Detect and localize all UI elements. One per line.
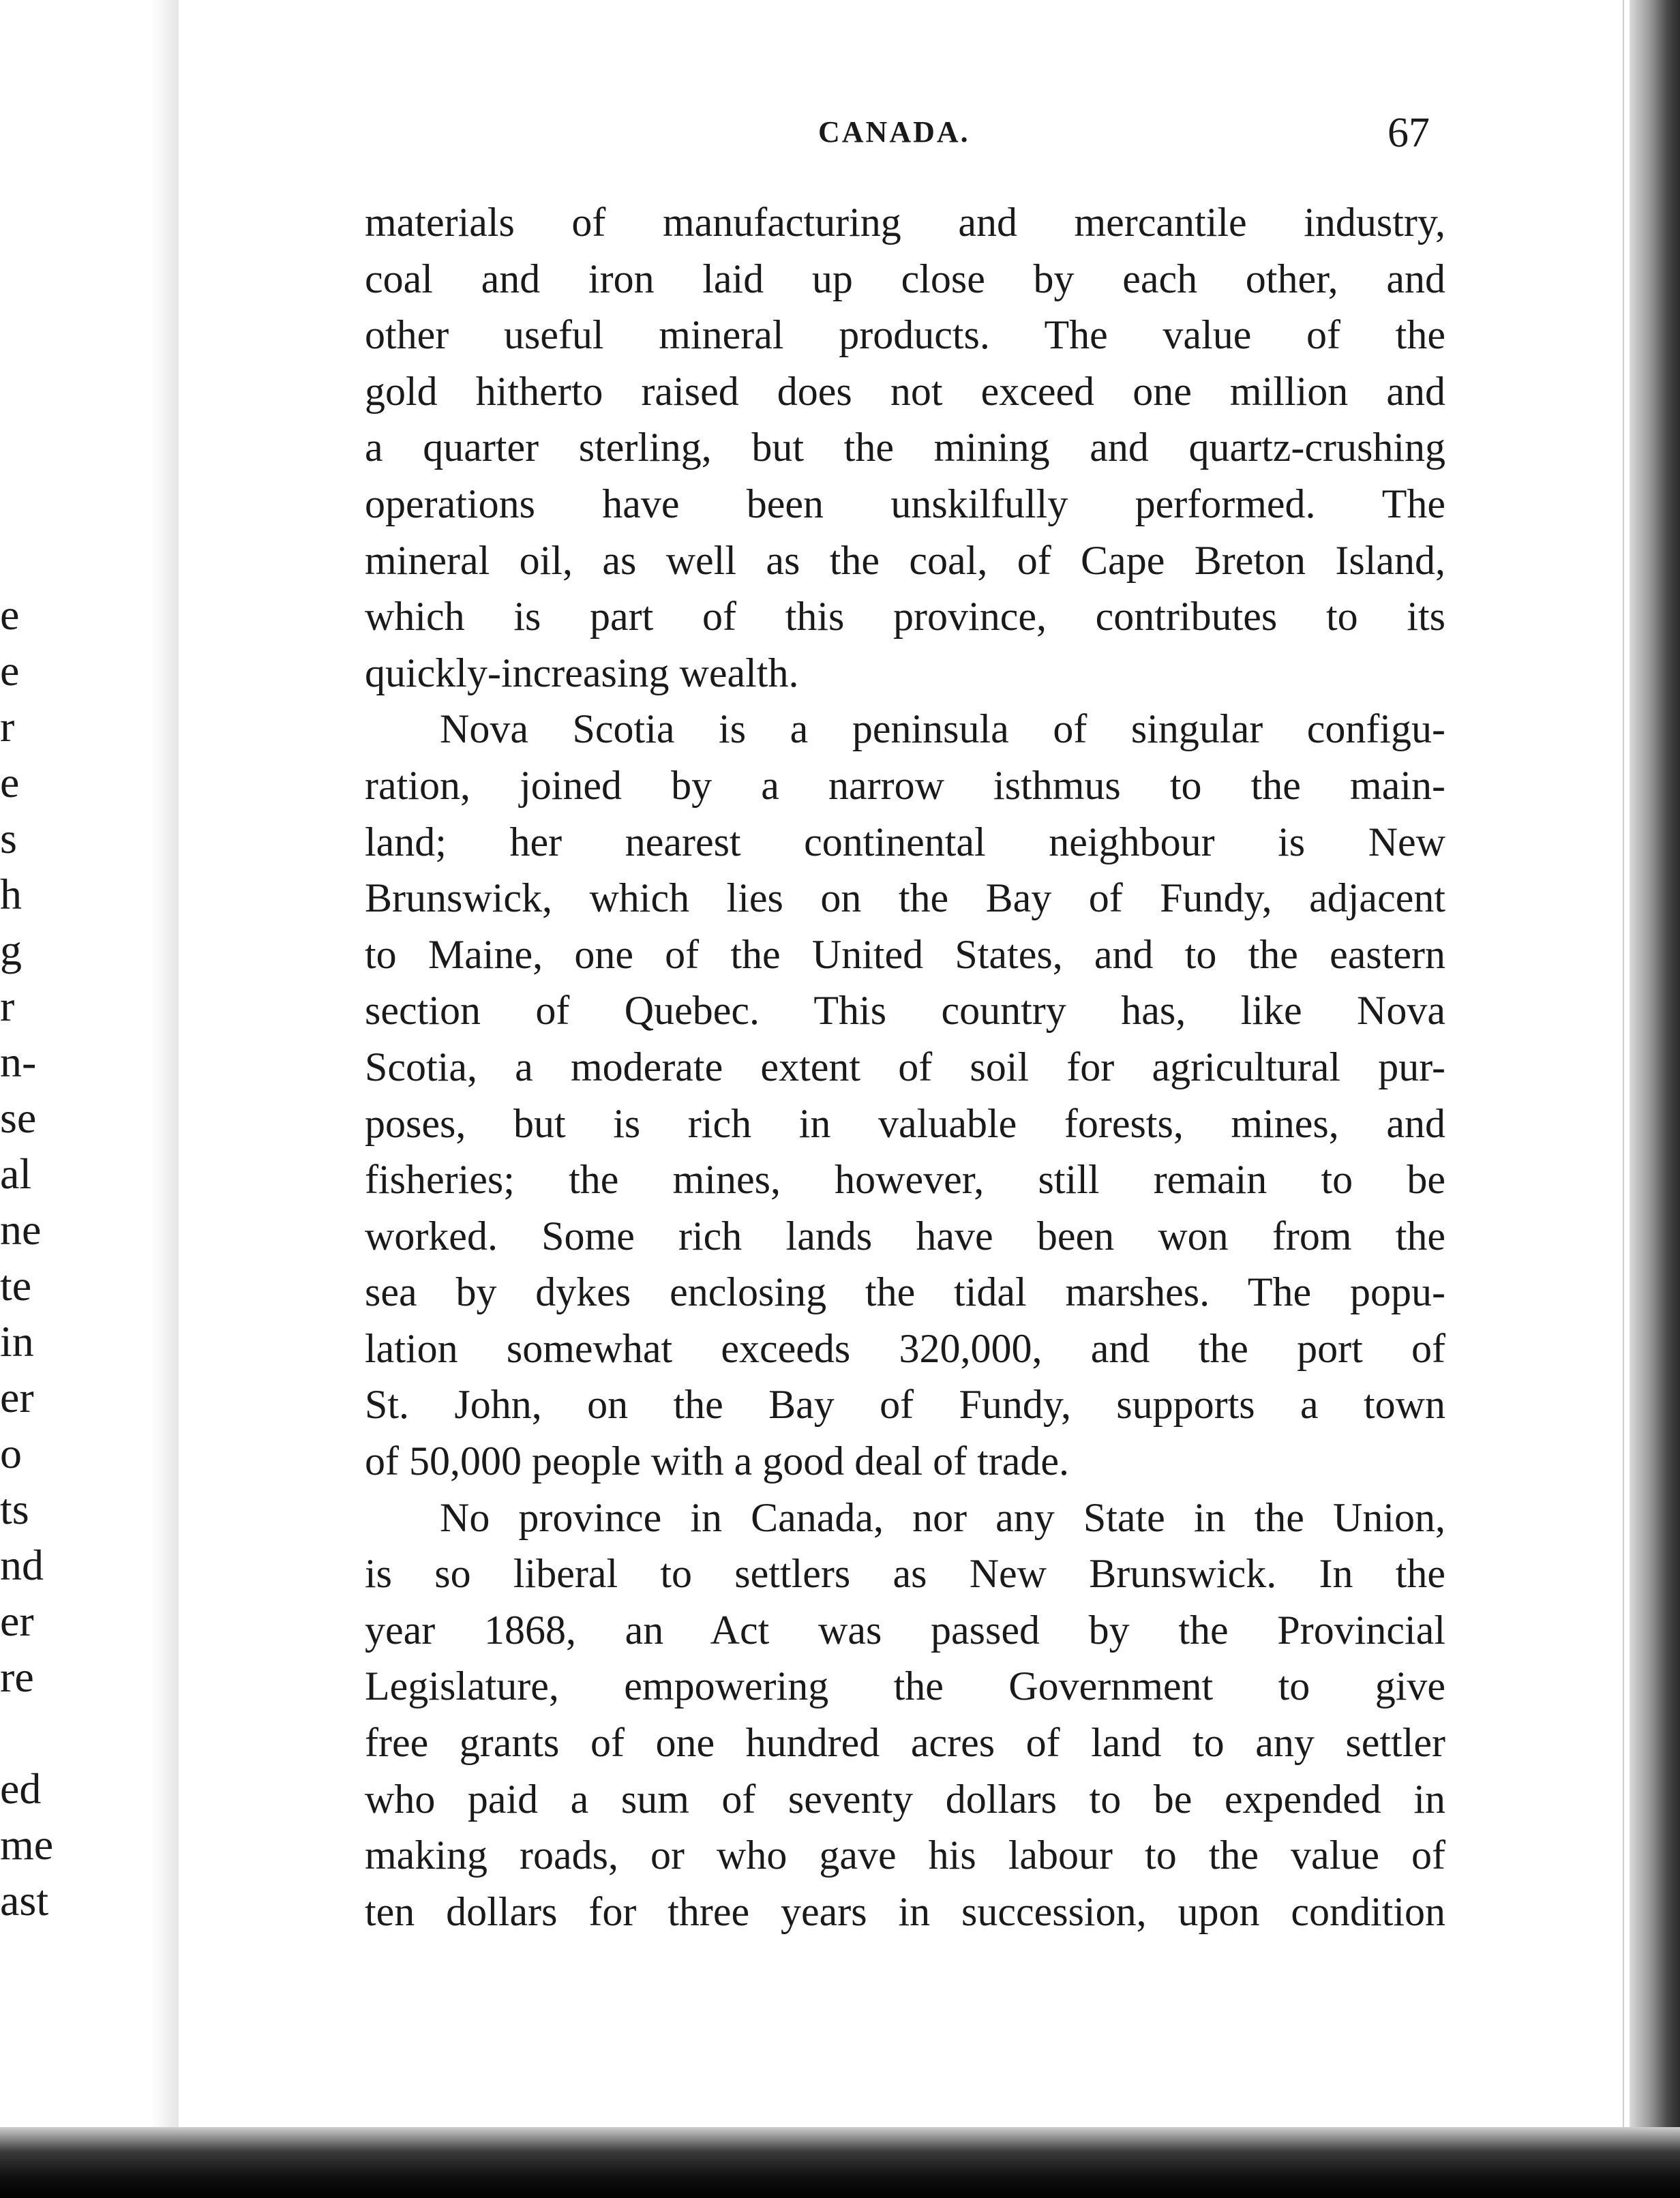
text-line: Legislature, empowering the Government to give (365, 1663, 1445, 1709)
facing-page-fragment: e (0, 646, 20, 695)
text-line: lation somewhat exceeds 320,000, and the port of (365, 1325, 1445, 1371)
facing-page-fragment: al (0, 1149, 32, 1198)
facing-page-fragment: s (0, 814, 17, 862)
text-line: sea by dykes enclosing the tidal marshes. The popu- (365, 1269, 1445, 1315)
text-line: which is part of this province, contributes to its (365, 594, 1445, 639)
paragraph-first-line: Nova Scotia is a peninsula of singular configu- (440, 706, 1445, 752)
text-line: Brunswick, which lies on the Bay of Fundy, adjacent (365, 875, 1445, 921)
facing-page-fragment: ast (0, 1876, 49, 1925)
facing-page-fragment: g (0, 926, 22, 974)
facing-page-fragment: me (0, 1820, 54, 1869)
facing-page-fragment: er (0, 1373, 34, 1421)
text-line: who paid a sum of seventy dollars to be expended in (365, 1776, 1445, 1822)
text-line: other useful mineral products. The value of the (365, 312, 1445, 358)
text-line: coal and iron laid up close by each other, and (365, 256, 1445, 301)
facing-page-fragment: e (0, 758, 20, 807)
facing-page-fragment: se (0, 1094, 37, 1142)
text-line: Scotia, a moderate extent of soil for agricultural pur- (365, 1044, 1445, 1089)
facing-page-fragment: e (0, 590, 20, 639)
text-line: free grants of one hundred acres of land to any settler (365, 1720, 1445, 1766)
facing-page-fragment: er (0, 1597, 34, 1645)
facing-page-fragment: n- (0, 1038, 37, 1086)
page-right-shadow (1630, 0, 1680, 2148)
text-line: mineral oil, as well as the coal, of Cape Breton Island, (365, 537, 1445, 583)
facing-page-fragment: ne (0, 1205, 42, 1254)
text-line: worked. Some rich lands have been won from the (365, 1213, 1445, 1259)
facing-page-fragment: in (0, 1317, 34, 1366)
text-line: gold hitherto raised does not exceed one million and (365, 368, 1445, 414)
text-line: year 1868, an Act was passed by the Provincial (365, 1607, 1445, 1653)
text-line: ration, joined by a narrow isthmus to the main- (365, 762, 1445, 808)
text-line: materials of manufacturing and mercantile industry, (365, 200, 1445, 245)
text-line: St. John, on the Bay of Fundy, supports a town (365, 1382, 1445, 1428)
facing-page-fragment: ed (0, 1764, 42, 1813)
text-line: a quarter sterling, but the mining and quartz-crushing (365, 425, 1445, 470)
facing-page-fragment: h (0, 870, 22, 918)
scan-bottom-edge (0, 2127, 1680, 2198)
text-line: of 50,000 people with a good deal of trade. (365, 1439, 1070, 1484)
gutter-shadow (151, 0, 179, 2148)
text-line: land; her nearest continental neighbour is New (365, 819, 1445, 864)
paragraph-first-line: No province in Canada, nor any State in the Union, (440, 1494, 1445, 1540)
facing-page-fragment: te (0, 1261, 32, 1310)
facing-page-edge (0, 0, 181, 2148)
text-line: operations have been unskilfully performed. The (365, 481, 1445, 526)
facing-page-fragment: nd (0, 1541, 44, 1589)
facing-page-fragment: o (0, 1429, 22, 1477)
text-line: section of Quebec. This country has, like Nova (365, 988, 1445, 1034)
facing-page-fragment: r (0, 702, 15, 751)
page-number: 67 (1388, 110, 1430, 156)
facing-page-fragment: ts (0, 1485, 29, 1533)
text-line: ten dollars for three years in succession, upon condition (365, 1888, 1445, 1934)
text-line: fisheries; the mines, however, still remain to be (365, 1157, 1445, 1203)
text-line: making roads, or who gave his labour to the value of (365, 1833, 1445, 1878)
text-line: quickly-increasing wealth. (365, 650, 799, 695)
facing-page-fragment: re (0, 1653, 34, 1701)
body-text (365, 194, 1445, 1940)
facing-page-fragment: r (0, 982, 15, 1030)
text-line: to Maine, one of the United States, and to the eastern (365, 931, 1445, 977)
text-line: poses, but is rich in valuable forests, mines, and (365, 1100, 1445, 1146)
running-head: CANADA. (818, 115, 970, 149)
text-line: is so liberal to settlers as New Brunswick. In the (365, 1551, 1445, 1597)
